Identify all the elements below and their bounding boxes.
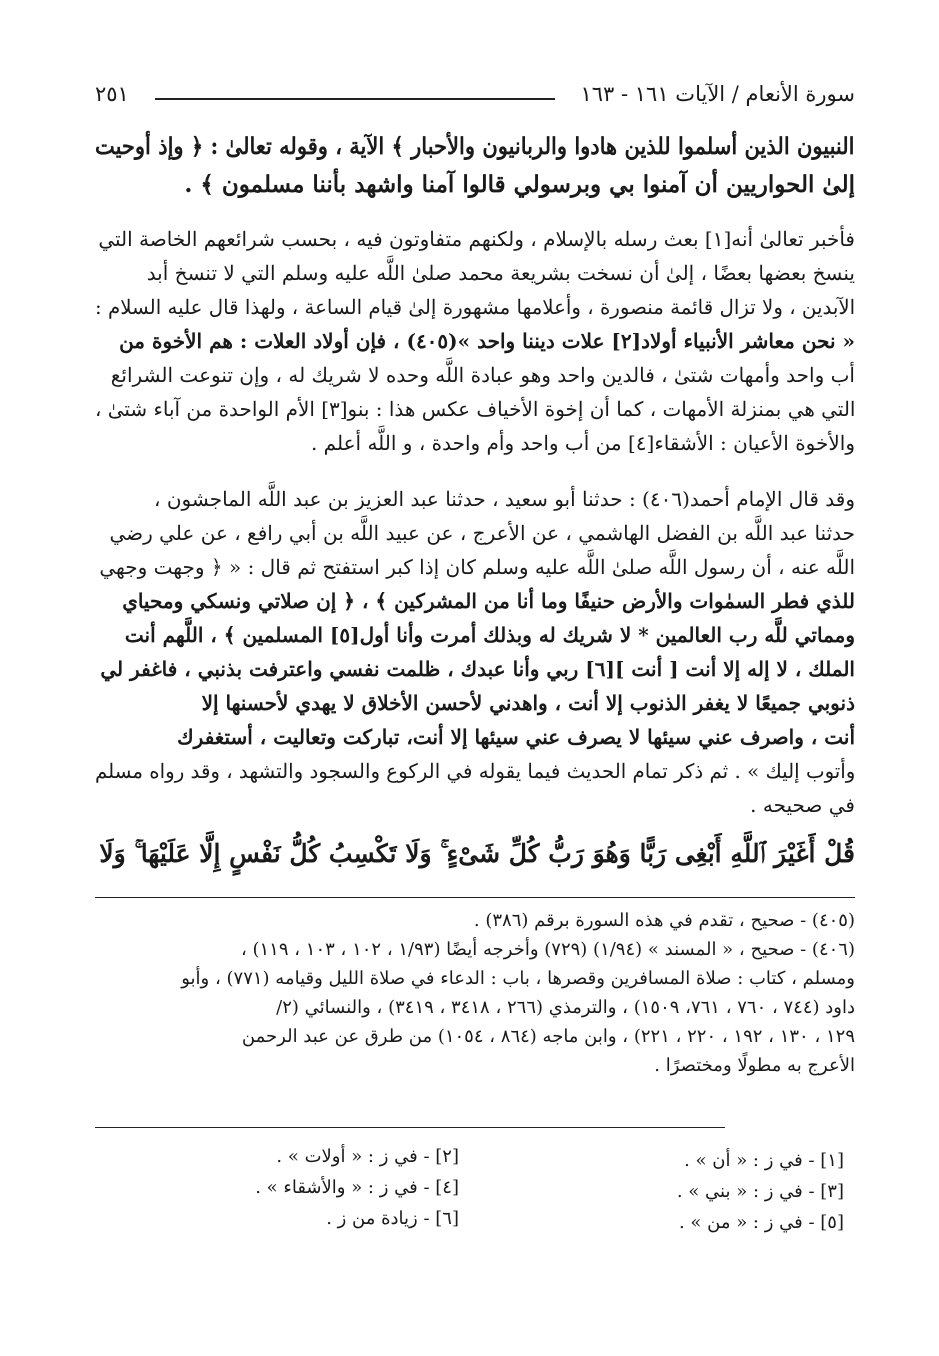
text-line: التي هي بمنزلة الأمهات ، كما أن إخوة الأخياف عكس هذا : بنو[٣] الأم الواحدة من آباء شتىٰ ،	[94, 397, 855, 421]
textual-note: [٣] - في ز : « بني » .	[676, 1181, 844, 1202]
textual-note: [٤] - في ز : « والأشقاء » .	[255, 1177, 459, 1198]
text-line: فأخبر تعالىٰ أنه[١] بعث رسله بالإسلام ، ولكنهم متفاوتون فيه ، بحسب شرائعهم الخاصة التي	[98, 227, 855, 251]
text-line: ومماتي للَّه رب العالمين * لا شريك له وبذلك أمرت وأنا أول[٥] المسلمين ﴾ ، اللَّهم أنت	[124, 623, 855, 647]
text-line: أب واحد وأمهات شتىٰ ، فالدين واحد وهو عبادة اللَّه وحده لا شريك له ، وإن تنوعت الشرائع	[110, 363, 855, 387]
textual-note: [٢] - في ز : « أولات » .	[276, 1146, 459, 1167]
footnote-line: (٤٠٦) - صحيح ، « المسند » (١/٩٤) (٧٢٩) وأخرجه أيضًا (١/٩٣ ، ١٠٢ ، ١٠٣ ، ١١٩) ،	[240, 939, 855, 960]
text-line: النبيون الذين أسلموا للذين هادوا والربانيون والأحبار ﴾ الآية ، وقوله تعالىٰ : ﴿ وإذ أوحيت	[95, 133, 855, 160]
text-line: الآبدين ، ولا تزال قائمة منصورة ، وأعلامها مشهورة إلىٰ قيام الساعة ، ولهذا قال عليه السلام :	[94, 295, 855, 319]
text-line: اللَّه عنه ، أن رسول اللَّه صلىٰ اللَّه عليه وسلم كان إذا كبر استفتح ثم قال : « ﴿ وجهت وجهي	[99, 555, 855, 579]
running-header	[95, 82, 855, 116]
text-line: وأتوب إليك » . ثم ذكر تمام الحديث فيما يقوله في الركوع والسجود والتشهد ، وقد رواه مسلم	[94, 759, 855, 783]
textual-note: [٦] - زيادة من ز .	[326, 1208, 459, 1229]
footnote-line: ومسلم ، كتاب : صلاة المسافرين وقصرها ، باب : الدعاء في صلاة الليل وقيامه (٧٧١) ، وأبو	[181, 968, 855, 989]
footnote-line: ١٢٩ ، ١٣٠ ، ١٩٢ ، ٢٢٠ ، ٢٢١) ، وابن ماجه (٨٦٤ ، ١٠٥٤) من طرق عن عبد الرحمن	[241, 1026, 855, 1047]
text-line: ذنوبي جميعًا لا يغفر الذنوب إلا أنت ، واهدني لأحسن الأخلاق لا يهدي لأحسنها إلا	[201, 691, 855, 715]
header-title: سورة الأنعام / الآيات ١٦١ - ١٦٣	[580, 82, 855, 106]
footnote-separator	[95, 897, 855, 898]
textual-note: [٥] - في ز : « من » .	[678, 1212, 844, 1233]
footnote-line: داود (٧٤٤ ، ٧٦٠ ، ٧٦١، ١٥٠٩) ، والترمذي (٢٦٦ ، ٣٤١٨ ، ٣٤١٩) ، والنسائي (٢/	[276, 997, 855, 1018]
text-line: ينسخ بعضها بعضًا ، إلىٰ أن نسخت بشريعة محمد صلىٰ اللَّه عليه وسلم التي لا تنسخ أبد	[146, 261, 855, 285]
verse-text: قُلْ أَغَيْرَ ٱللَّهِ أَبْغِى رَبًّا وَهُوَ رَبُّ كُلِّ شَىْءٍ ۚ وَلَا تَكْسِبُ كُلُّ نَفْسٍ إِلَّا عَلَيْهَا ۚ وَلَا	[99, 839, 855, 868]
text-line: وقد قال الإمام أحمد(٤٠٦) : حدثنا أبو سعيد ، حدثنا عبد العزيز بن عبد اللَّه الماجشون ،	[154, 487, 855, 511]
text-line: « نحن معاشر الأنبياء أولاد[٢] علات ديننا واحد »(٤٠٥) ، فإن أولاد العلات : هم الأخوة من	[119, 329, 855, 353]
text-line: حدثنا عبد اللَّه بن الفضل الهاشمي ، عن الأعرج ، عن عبيد اللَّه بن أبي رافع ، عن علي رضي	[109, 521, 855, 545]
text-line: الملك ، لا إله إلا أنت [ أنت ][٦] ربي وأنا عبدك ، ظلمت نفسي واعترفت بذنبي ، فاغفر لي	[100, 657, 855, 681]
text-line: في صحيحه .	[750, 793, 855, 817]
textual-notes-separator	[95, 1127, 725, 1128]
text-line: والأخوة الأعيان : الأشقاء[٤] من أب واحد وأم واحدة ، و اللَّه أعلم .	[310, 431, 855, 455]
header-rule	[155, 98, 555, 100]
footnote-line: (٤٠٥) - صحيح ، تقدم في هذه السورة برقم (٣٨٦) .	[473, 910, 855, 931]
text-line: للذي فطر السمٰوات والأرض حنيفًا وما أنا من المشركين ﴾ ، ﴿ إن صلاتي ونسكي ومحياي	[122, 589, 855, 613]
footnote-line: الأعرج به مطولًا ومختصرًا .	[654, 1055, 855, 1076]
page-number: ٢٥١	[95, 82, 129, 106]
text-line: أنت ، واصرف عني سيئها لا يصرف عني سيئها إلا أنت، تباركت وتعاليت ، أستغفرك	[177, 725, 855, 749]
text-line: إلىٰ الحواريين أن آمنوا بي وبرسولي قالوا آمنا واشهد بأننا مسلمون ﴾ .	[184, 171, 855, 198]
textual-note: [١] - في ز : « أن » .	[684, 1150, 844, 1171]
